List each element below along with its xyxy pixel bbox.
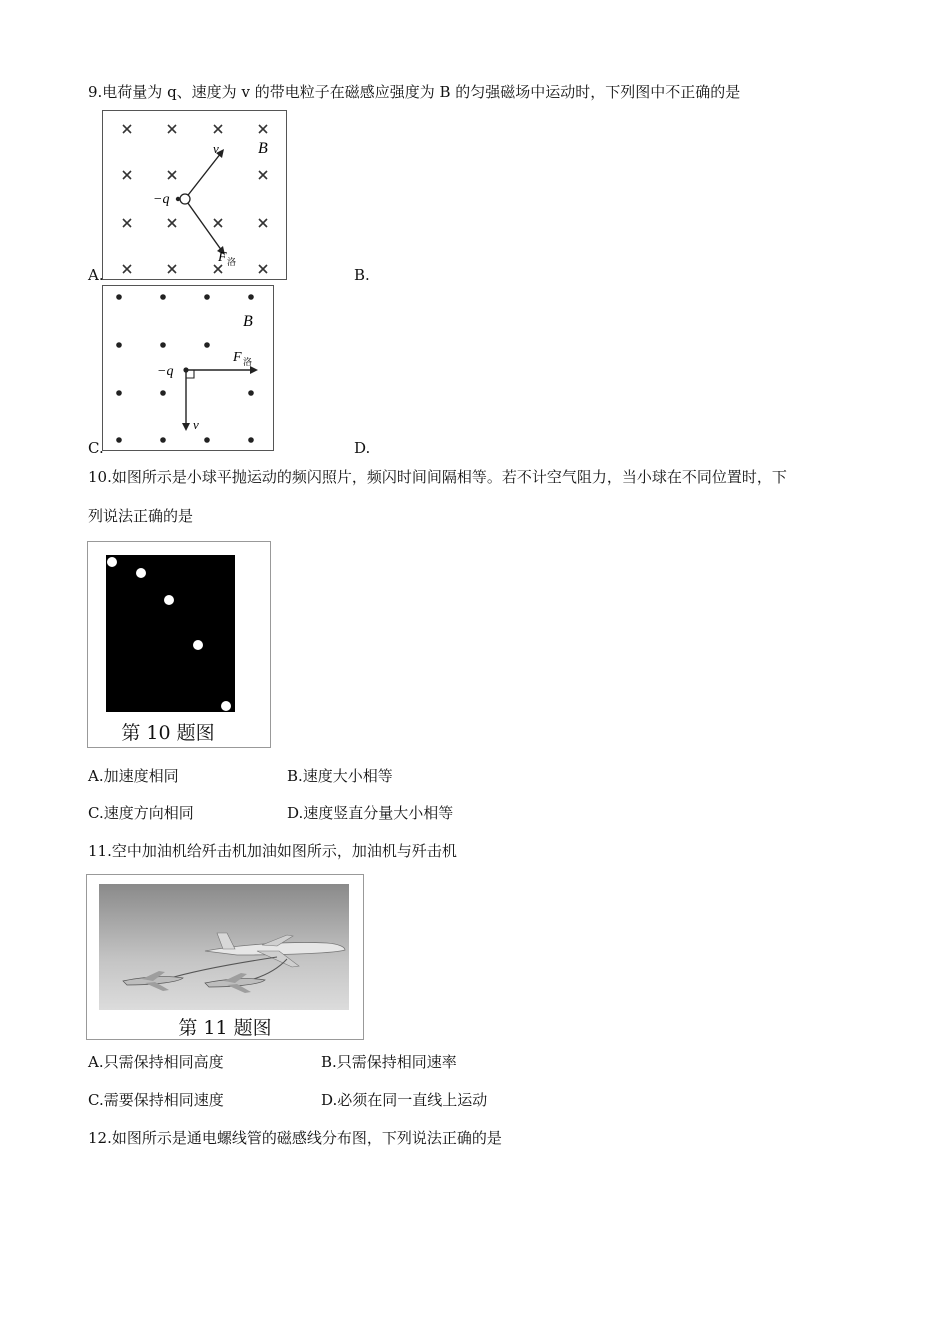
- q9-figure-a: [102, 110, 287, 280]
- fig-c-f-label: F: [233, 350, 242, 365]
- q10-option-b[interactable]: B.速度大小相等: [287, 767, 393, 785]
- q10-figure-caption: 第 10 题图: [121, 722, 215, 744]
- fig-a-f-sub: 洛: [227, 258, 237, 268]
- fig-a-f-label: F: [218, 250, 227, 265]
- q10-option-a[interactable]: A.加速度相同: [88, 767, 179, 785]
- q9-option-c[interactable]: C.: [88, 439, 104, 457]
- fig-a-v-label: v: [213, 141, 219, 156]
- q11-option-a[interactable]: A.只需保持相同高度: [88, 1053, 224, 1071]
- q11-option-b[interactable]: B.只需保持相同速率: [321, 1053, 457, 1071]
- q12-stem: 12.如图所示是通电螺线管的磁感线分布图，下列说法正确的是: [88, 1129, 502, 1147]
- q11-option-c[interactable]: C.需要保持相同速度: [88, 1091, 224, 1109]
- fig-c-f-sub: 洛: [243, 358, 253, 368]
- q11-option-d[interactable]: D.必须在同一直线上运动: [321, 1091, 488, 1109]
- q9-option-b[interactable]: B.: [354, 266, 370, 284]
- q10-stem-line2: 列说法正确的是: [88, 507, 194, 525]
- fig-c-q-label: −q: [157, 364, 174, 379]
- q9-option-d[interactable]: D.: [354, 439, 371, 457]
- q10-figure: [87, 541, 271, 748]
- q10-stem-line1: 10.如图所示是小球平抛运动的频闪照片，频闪时间间隔相等。若不计空气阻力，当小球在不同位置时，下: [88, 468, 787, 486]
- q10-option-c[interactable]: C.速度方向相同: [88, 804, 194, 822]
- q9-option-a[interactable]: A.: [88, 266, 104, 284]
- q11-stem: 11.空中加油机给歼击机加油如图所示，加油机与歼击机: [88, 842, 457, 860]
- q11-figure: [86, 874, 364, 1040]
- fig-c-b-label: B: [243, 313, 253, 330]
- fig-a-b-label: B: [258, 140, 268, 157]
- cross-marks: [123, 125, 267, 273]
- q11-figure-caption: 第 11 题图: [178, 1017, 272, 1039]
- q9-stem: 9.电荷量为 q、速度为 v 的带电粒子在磁感应强度为 B 的匀强磁场中运动时，下列图中不正确的是: [88, 83, 741, 101]
- q10-option-d[interactable]: D.速度竖直分量大小相等: [287, 804, 454, 822]
- q9-figure-c: [102, 285, 274, 451]
- photo-background: [106, 555, 235, 712]
- fig-c-v-label: v: [193, 417, 199, 432]
- fig-a-q-label: −q: [153, 192, 170, 207]
